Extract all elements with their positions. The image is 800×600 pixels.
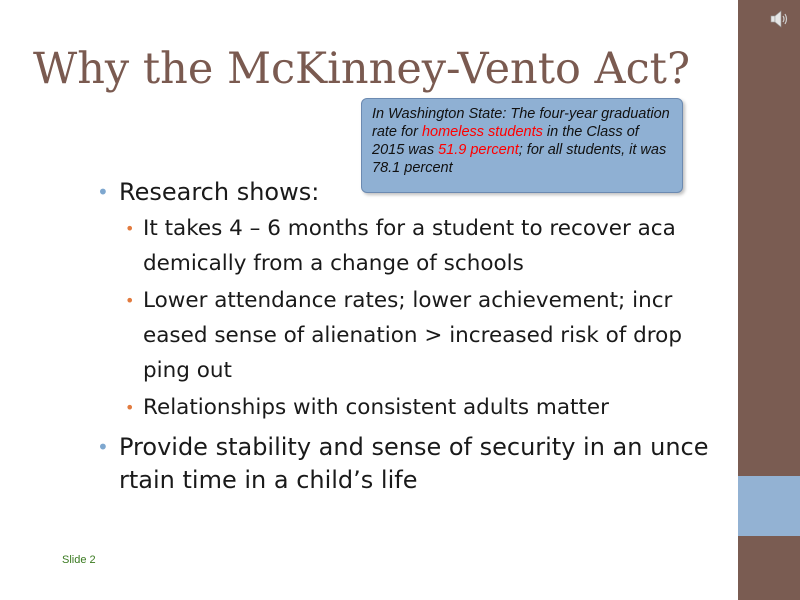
- sub-bullet-marker: •: [125, 219, 135, 238]
- speaker-icon[interactable]: [770, 10, 790, 28]
- sub-bullet-item: [125, 211, 727, 281]
- bullet-marker: •: [97, 435, 109, 459]
- callout-text: in the Class of 2015 was: [372, 124, 639, 158]
- bullet-text: Research shows:: [119, 178, 320, 206]
- bullet-text: Provide stability and sense of security in an unce rtain time in a child’s life: [119, 433, 709, 494]
- sub-bullet-marker: •: [125, 398, 135, 417]
- sub-bullet-text: Lower attendance rates; lower achievement; incr eased sense of alienation > increased risk of drop ping out: [143, 288, 682, 383]
- slide-title: Why the McKinney-Vento Act?: [33, 44, 691, 94]
- right-sidebar-accent: [738, 476, 800, 536]
- callout-highlight: 51.9 percent: [438, 142, 519, 158]
- sub-bullet-text: Relationships with consistent adults matter: [143, 395, 609, 420]
- callout-text: ; for all students, it was 78.1 percent: [372, 142, 667, 176]
- bullet-item: [97, 176, 727, 209]
- callout-highlight: homeless students: [421, 124, 543, 140]
- callout-text: In Washington State: The four-year graduation rate for: [372, 106, 670, 140]
- slide-number: Slide 2: [62, 554, 96, 566]
- sub-bullet-text: It takes 4 – 6 months for a student to recover aca demically from a change of schools: [143, 216, 676, 276]
- sub-bullet-item: [125, 390, 727, 425]
- bullet-list: [97, 176, 727, 499]
- bullet-item: [97, 431, 727, 497]
- sub-bullet-marker: •: [125, 291, 135, 310]
- bullet-marker: •: [97, 180, 109, 204]
- sub-bullet-item: [125, 283, 727, 388]
